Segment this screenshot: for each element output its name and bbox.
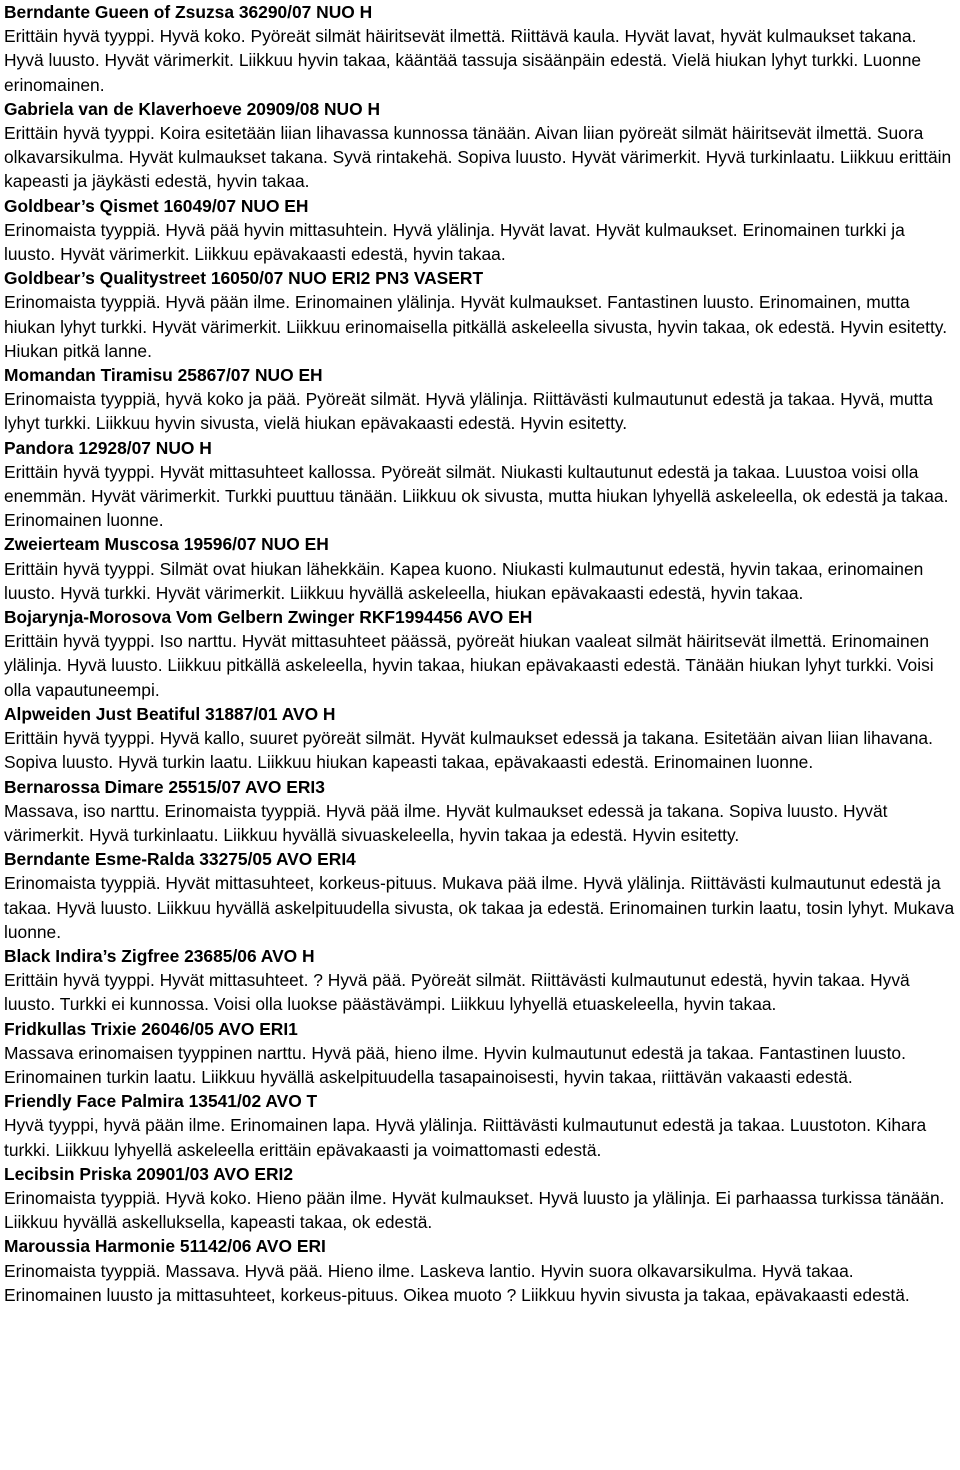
dog-entry-critique: Massava, iso narttu. Erinomaista tyyppiä. Hyvä pää ilme. Hyvät kulmaukset edessä ja takana. Sopiva luusto. Hyvät värimerkit. Hyvä turkinlaatu. Liikkuu hyvällä sivuaskeleella, hyvin takaa ja edestä. Hyvin esitetty.	[4, 800, 888, 845]
dog-entry	[4, 194, 956, 267]
dog-entry	[4, 97, 956, 194]
dog-entry-critique: Erinomaista tyyppiä, hyvä koko ja pää. Pyöreät silmät. Hyvä ylälinja. Riittävästi kulmautunut edestä ja takaa. Hyvä, mutta lyhyt turkki. Liikkuu hyvin sivusta, vielä hiukan epävakaasti edestä. Hyvin esitetty.	[4, 389, 933, 434]
dog-entry	[4, 532, 956, 605]
dog-entry-title: Goldbear’s Qismet 16049/07 NUO EH	[4, 195, 309, 216]
dog-entry-critique: Hyvä tyyppi, hyvä pään ilme. Erinomainen lapa. Hyvä ylälinja. Riittävästi kulmautunut edestä ja takaa. Luustoton. Kihara turkki. Liikkuu lyhyellä askeleella erittäin epävakaasti ja voimattomasti edestä.	[4, 1115, 927, 1160]
dog-entry-critique: Erittäin hyvä tyyppi. Koira esitetään liian lihavassa kunnossa tänään. Aivan liian pyöreät silmät häiritsevät ilmettä. Suora olkavarsikulma. Hyvät kulmaukset takana. Syvä rintakehä. Sopiva luusto. Hyvät värimerkit. Hyvä turkinlaatu. Liikkuu erittäin kapeasti ja jäykästi edestä, hyvin takaa.	[4, 123, 952, 192]
dog-entry-title: Momandan Tiramisu 25867/07 NUO EH	[4, 365, 323, 386]
dog-entry-title: Berndante Gueen of Zsuzsa 36290/07 NUO H	[4, 2, 373, 22]
dog-entry	[4, 436, 956, 533]
dog-entry-critique: Erinomaista tyyppiä. Hyvät mittasuhteet, korkeus-pituus. Mukava pää ilme. Hyvä ylälinja. Riittävästi kulmautunut edestä ja takaa. Hyvä luusto. Liikkuu hyvällä askelpituudella sivusta, ok takaa ja edestä. Erinomainen turkin laatu, tosin lyhyt. Mukava luonne.	[4, 873, 955, 942]
dog-entry-title: Bernarossa Dimare 25515/07 AVO ERI3	[4, 776, 325, 797]
document-body	[4, 0, 956, 1307]
dog-entry-title: Berndante Esme-Ralda 33275/05 AVO ERI4	[4, 849, 356, 870]
dog-entry	[4, 847, 956, 944]
dog-entry	[4, 266, 956, 363]
dog-entry-critique: Erittäin hyvä tyyppi. Hyvät mittasuhteet kallossa. Pyöreät silmät. Niukasti kultautunut edestä ja takaa. Luustoa voisi olla enemmän. Hyvät värimerkit. Turkki puuttuu tänään. Liikkuu ok sivusta, mutta hiukan lyhyellä askeleella, ok edestä ja takaa. Erinomainen luonne.	[4, 461, 949, 531]
dog-entry-title: Goldbear’s Qualitystreet 16050/07 NUO ERI2 PN3 VASERT	[4, 268, 484, 289]
dog-entry	[4, 775, 956, 848]
dog-entry-critique: Erinomaista tyyppiä. Massava. Hyvä pää. Hieno ilme. Laskeva lantio. Hyvin suora olkavarsikulma. Hyvä takaa. Erinomainen luusto ja mittasuhteet, korkeus-pituus. Oikea muoto ? Liikkuu hyvin sivusta ja takaa, epävakaasti edestä.	[4, 1260, 910, 1305]
dog-entry-title: Maroussia Harmonie 51142/06 AVO ERI	[4, 1236, 326, 1257]
dog-entry-title: Gabriela van de Klaverhoeve 20909/08 NUO H	[4, 98, 381, 119]
dog-entry-title: Lecibsin Priska 20901/03 AVO ERI2	[4, 1163, 294, 1184]
dog-entry-title: Friendly Face Palmira 13541/02 AVO T	[4, 1091, 318, 1112]
dog-entry-title: Alpweiden Just Beatiful 31887/01 AVO H	[4, 703, 336, 724]
dog-entry	[4, 1089, 956, 1162]
dog-entry-critique: Erittäin hyvä tyyppi. Hyvä koko. Pyöreät silmät häiritsevät ilmettä. Riittävä kaula. Hyvät lavat, hyvät kulmaukset takana. Hyvä luusto. Hyvät värimerkit. Liikkuu hyvin takaa, kääntää tassuja sisäänpäin edestä. Vielä hiukan lyhyt turkki. Luonne erinomainen.	[4, 26, 922, 95]
dog-entry	[4, 605, 956, 702]
dog-entry-critique: Massava erinomaisen tyyppinen narttu. Hyvä pää, hieno ilme. Hyvin kulmautunut edestä ja takaa. Fantastinen luusto. Erinomainen turkin laatu. Liikkuu hyvällä askelpituudella tasapainoisesti, hyvin takaa, riittävän vakaasti edestä.	[4, 1042, 906, 1087]
dog-entry-title: Zweierteam Muscosa 19596/07 NUO EH	[4, 534, 329, 555]
dog-entry	[4, 0, 956, 97]
dog-entry	[4, 702, 956, 775]
dog-entry-critique: Erinomaista tyyppiä. Hyvä koko. Hieno pään ilme. Hyvät kulmaukset. Hyvä luusto ja ylälinja. Ei parhaassa turkissa tänään. Liikkuu hyvällä askelluksella, kapeasti takaa, ok edestä.	[4, 1187, 945, 1233]
dog-entry	[4, 1162, 956, 1235]
dog-entry-title: Fridkullas Trixie 26046/05 AVO ERI1	[4, 1018, 298, 1039]
dog-entry-critique: Erittäin hyvä tyyppi. Silmät ovat hiukan lähekkäin. Kapea kuono. Niukasti kulmautunut edestä, hyvin takaa, erinomainen luusto. Hyvä turkki. Hyvät värimerkit. Liikkuu hyvällä askeleella, hiukan epävakaasti edestä, hyvin takaa.	[4, 558, 924, 603]
dog-entry-title: Black Indira’s Zigfree 23685/06 AVO H	[4, 945, 315, 966]
dog-entry-critique: Erittäin hyvä tyyppi. Iso narttu. Hyvät mittasuhteet päässä, pyöreät hiukan vaaleat silmät häiritsevät ilmettä. Erinomainen ylälinja. Hyvä luusto. Liikkuu pitkällä askeleella, hyvin takaa, hiukan epävakaasti edestä. Tänään hiukan lyhyt turkki. Voisi olla vapautuneempi.	[4, 631, 934, 700]
dog-entry	[4, 363, 956, 436]
dog-entry	[4, 1017, 956, 1090]
dog-entry-critique: Erinomaista tyyppiä. Hyvä pään ilme. Erinomainen ylälinja. Hyvät kulmaukset. Fantastinen luusto. Erinomainen, mutta hiukan lyhyt turkki. Hyvät värimerkit. Liikkuu erinomaisella pitkällä askeleella sivusta, hyvin takaa, ok edestä. Hyvin esitetty. Hiukan pitkä lanne.	[4, 292, 948, 361]
dog-entry-title: Pandora 12928/07 NUO H	[4, 437, 212, 458]
dog-entry	[4, 944, 956, 1017]
dog-entry-critique: Erittäin hyvä tyyppi. Hyvä kallo, suuret pyöreät silmät. Hyvät kulmaukset edessä ja takana. Esitetään aivan liian lihavana. Sopiva luusto. Hyvä turkin laatu. Liikkuu hiukan kapeasti takaa, epävakaasti edestä. Erinomainen luonne.	[4, 728, 933, 773]
dog-entry	[4, 1234, 956, 1307]
dog-entry-critique: Erittäin hyvä tyyppi. Hyvät mittasuhteet. ? Hyvä pää. Pyöreät silmät. Riittävästi kulmautunut edestä, hyvin takaa. Hyvä luusto. Turkki ei kunnossa. Voisi olla luokse päästävämpi. Liikkuu lyhyellä etuaskeleella, hyvin takaa.	[4, 970, 910, 1015]
dog-entry-title: Bojarynja-Morosova Vom Gelbern Zwinger RKF1994456 AVO EH	[4, 607, 533, 628]
dog-entry-critique: Erinomaista tyyppiä. Hyvä pää hyvin mittasuhtein. Hyvä ylälinja. Hyvät lavat. Hyvät kulmaukset. Erinomainen turkki ja luusto. Hyvät värimerkit. Liikkuu epävakaasti edestä, hyvin takaa.	[4, 219, 905, 265]
